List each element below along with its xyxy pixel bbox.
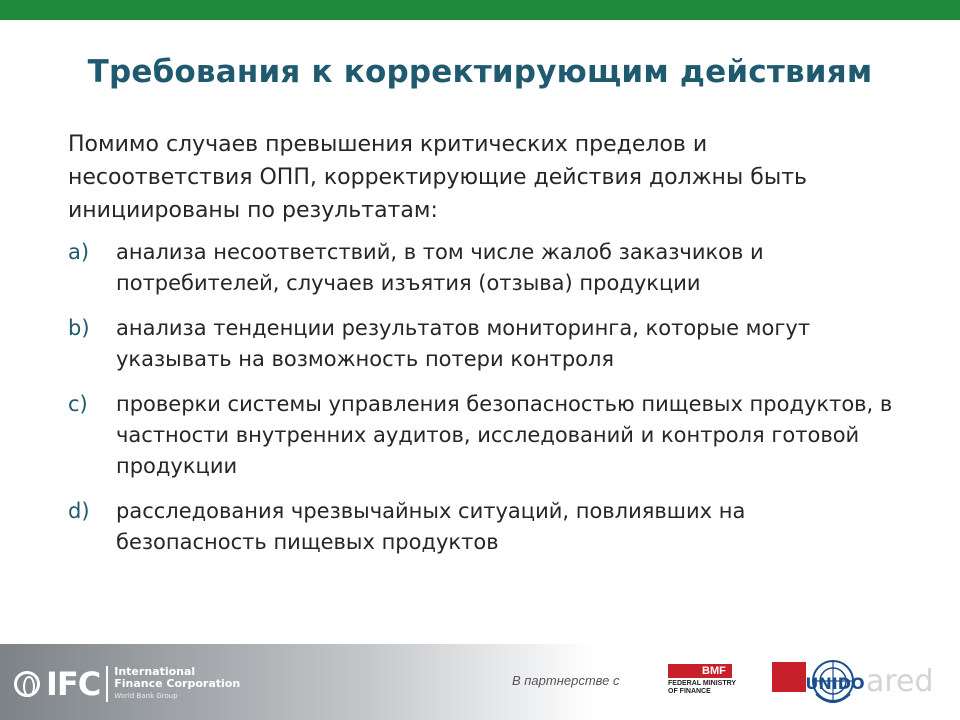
- bmf-logo-text: BMF: [696, 664, 732, 678]
- slide-content: [68, 128, 898, 572]
- list-item: [68, 313, 898, 375]
- list-marker: a): [68, 240, 90, 264]
- bmf-eagle-icon: [668, 664, 696, 678]
- slide-title: Требования к корректирующим действиям: [87, 54, 873, 90]
- faded-logo-text: ared: [866, 664, 934, 699]
- list-item: [68, 389, 898, 482]
- partner-label: В партнерстве с: [512, 673, 620, 688]
- ifc-logo: [14, 664, 240, 704]
- ifc-name-line1: International: [114, 665, 196, 678]
- list-marker: c): [68, 392, 88, 416]
- bmf-logo: [668, 664, 768, 704]
- top-accent-bar: [0, 0, 960, 20]
- list-item: [68, 496, 898, 558]
- list-item-text: проверки системы управления безопасностью пищевых продуктов, в частности внутренних аудитов, исследований и контроля готовой продукции: [116, 392, 893, 478]
- list-item-text: анализа несоответствий, в том числе жалоб заказчиков и потребителей, случаев изъятия (отзыва) продукции: [116, 240, 764, 295]
- logo-divider: [106, 666, 108, 702]
- bmf-caption-line1: FEDERAL MINISTRY: [668, 680, 737, 687]
- list-marker: d): [68, 499, 90, 523]
- globe-icon: [14, 671, 40, 697]
- ifc-name-line2: Finance Corporation: [114, 677, 241, 690]
- unido-logo-text: UNIDO: [805, 674, 865, 693]
- slide-footer: [0, 644, 960, 720]
- list-item-text: анализа тенденции результатов мониторинга, которые могут указывать на возможность потери контроля: [116, 316, 811, 371]
- list-marker: b): [68, 316, 90, 340]
- intro-paragraph: Помимо случаев превышения критических пределов и несоответствия ОПП, корректирующие действия должны быть инициированы по результатам:: [68, 132, 807, 223]
- bmf-caption-line2: OF FINANCE: [668, 688, 711, 695]
- ifc-logo-text: IFC: [46, 665, 101, 703]
- bmf-caption: [668, 680, 768, 696]
- list-item: [68, 237, 898, 299]
- requirements-list: [68, 237, 898, 558]
- ifc-name-line3: World Bank Group: [114, 692, 178, 700]
- ifc-full-name: [114, 666, 240, 702]
- list-item-text: расследования чрезвычайных ситуаций, повлиявших на безопасность пищевых продуктов: [116, 499, 746, 554]
